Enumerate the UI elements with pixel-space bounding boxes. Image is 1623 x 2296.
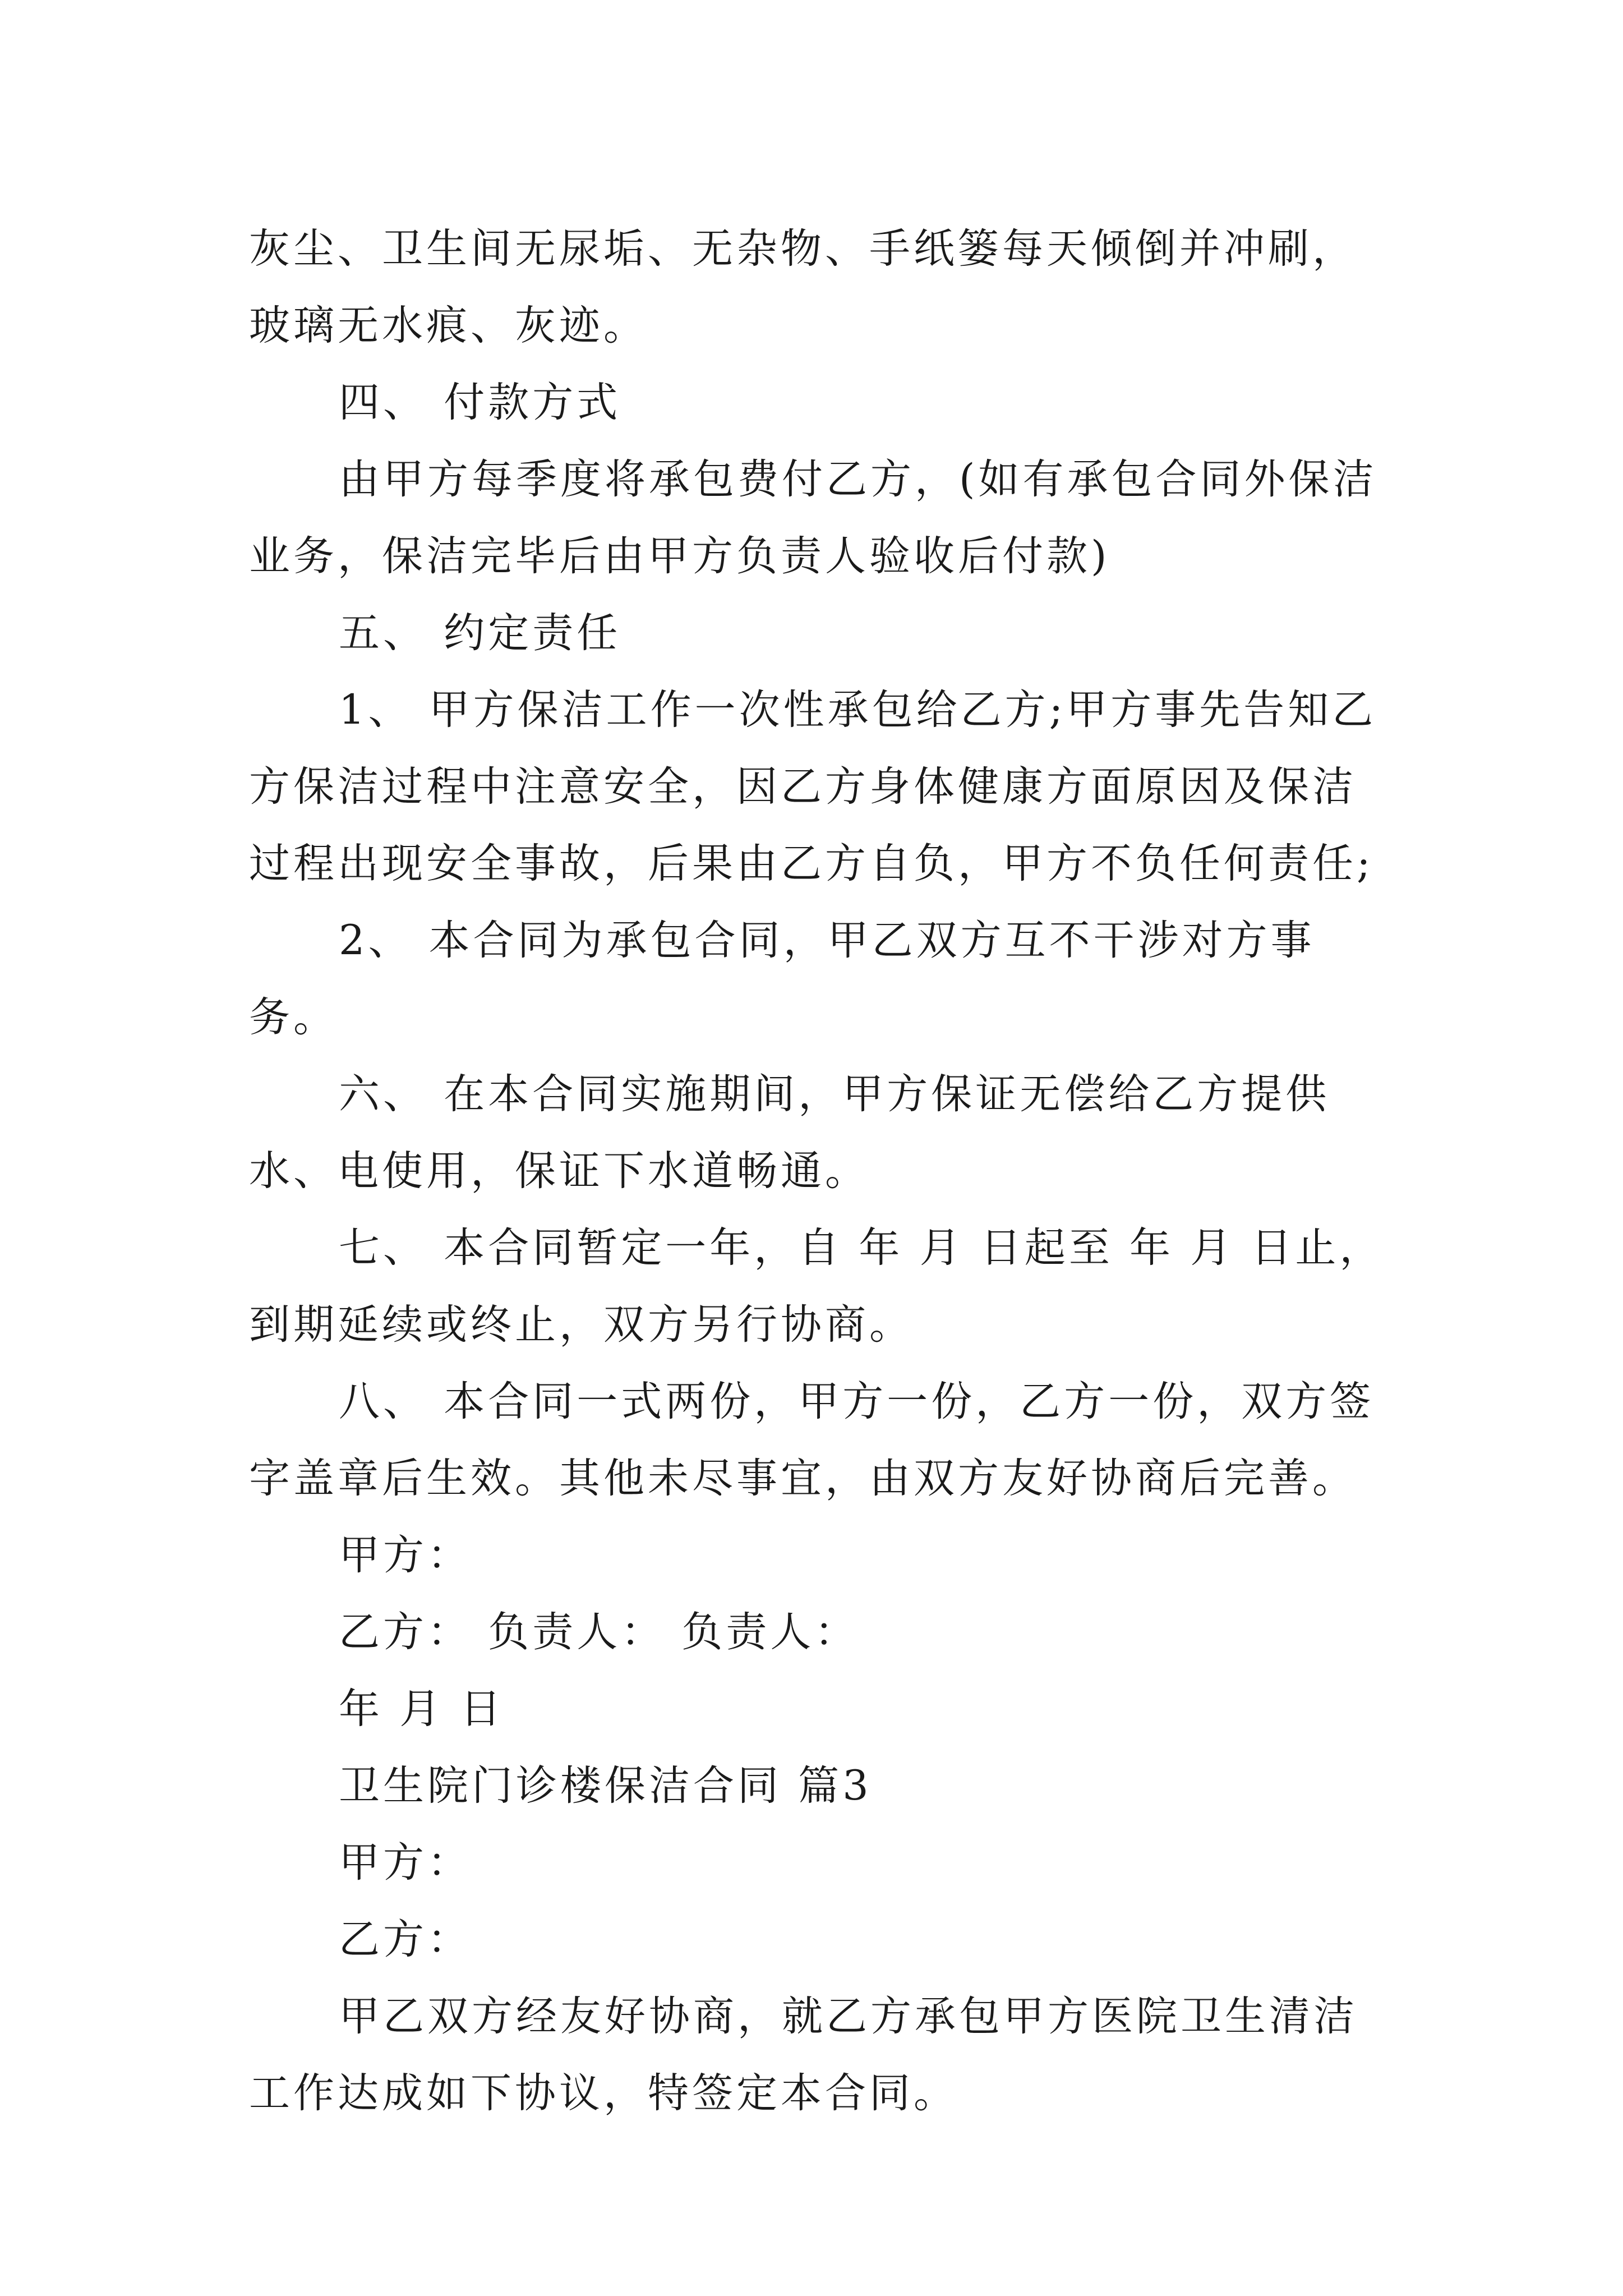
date-line: 年 月 日 (339, 1685, 505, 1733)
heading-agreed-responsibilities: 五、 约定责任 (339, 609, 621, 657)
contract-title-part-3: 卫生院门诊楼保洁合同 篇3 (339, 1762, 872, 1810)
party-a-label-2: 甲方： (339, 1839, 472, 1887)
paragraph-clause-7: 七、 本合同暂定一年，自 年 月 日起至 年 月 日止，到期延续或终止，双方另行协商。 (249, 1224, 1384, 1349)
paragraph-agreement-intro: 甲乙双方经友好协商，就乙方承包甲方医院卫生清洁工作达成如下协议，特签定本合同。 (249, 1993, 1358, 2117)
paragraph-cleaning-standards: 灰尘、卫生间无尿垢、无杂物、手纸篓每天倾倒并冲刷，玻璃无水痕、灰迹。 (249, 225, 1357, 349)
party-b-signature-line: 乙方： 负责人： 负责人： (339, 1608, 859, 1656)
paragraph-clause-8: 八、 本合同一式两份，甲方一份，乙方一份，双方签字盖章后生效。其他未尽事宜，由双方友好协商后完善。 (249, 1378, 1375, 1502)
heading-payment-method: 四、 付款方式 (339, 379, 621, 426)
paragraph-payment-terms: 由甲方每季度将承包费付乙方，(如有承包合同外保洁业务，保洁完毕后由甲方负责人验收后付款) (249, 455, 1377, 580)
paragraph-clause-6: 六、 在本合同实施期间，甲方保证无偿给乙方提供水、电使用，保证下水道畅通。 (249, 1070, 1330, 1195)
paragraph-responsibility-1: 1、 甲方保洁工作一次性承包给乙方;甲方事先告知乙方保洁过程中注意安全，因乙方身体健康方面原因及保洁过程出现安全事故，后果由乙方自负，甲方不负任何责任; (249, 686, 1377, 887)
document-body (249, 210, 1393, 2132)
paragraph-responsibility-2: 2、 本合同为承包合同，甲乙双方互不干涉对方事务。 (249, 917, 1315, 1041)
party-b-label-2: 乙方： (339, 1916, 472, 1963)
party-a-label: 甲方： (339, 1531, 472, 1579)
